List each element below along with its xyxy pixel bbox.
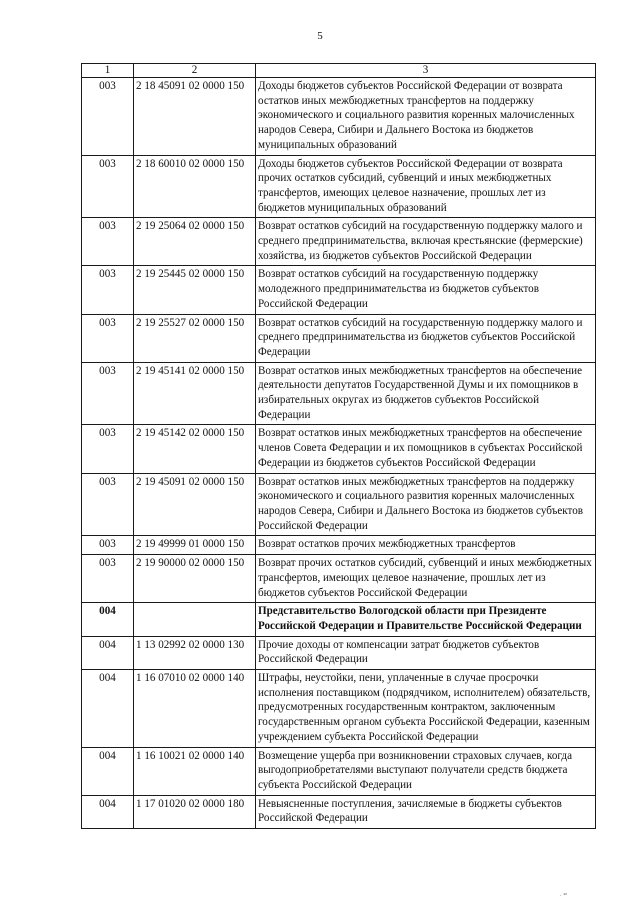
- admin-code-cell: 003: [82, 314, 134, 362]
- budget-code-cell: 2 19 25064 02 0000 150: [134, 218, 256, 266]
- classification-table: [81, 63, 596, 829]
- description-cell: Представительство Вологодской области при Президенте Российской Федерации и Правительстве Российской Федерации: [256, 603, 596, 636]
- budget-code-cell: [134, 603, 256, 636]
- page-number: 5: [317, 30, 323, 42]
- table-row: [82, 670, 596, 748]
- table-body: [82, 78, 596, 829]
- admin-code-cell: 004: [82, 795, 134, 828]
- description-cell: Возмещение ущерба при возникновении страховых случаев, когда выгодоприобретателями выступают получатели средств бюджета субъекта Российской Федерации: [256, 747, 596, 795]
- column-header-1: 1: [82, 64, 134, 78]
- footer-mark: · ¹ᴵᴵ: [560, 893, 568, 899]
- table-row: [82, 747, 596, 795]
- description-cell: Доходы бюджетов субъектов Российской Федерации от возврата прочих остатков субсидий, субвенций и иных межбюджетных трансфертов, имеющих целевое назначение, прошлых лет из бюджетов муниципальных образований: [256, 155, 596, 218]
- table-row: [82, 218, 596, 266]
- column-header-3: 3: [256, 64, 596, 78]
- budget-code-cell: 2 19 90000 02 0000 150: [134, 555, 256, 603]
- budget-code-cell: 2 19 45142 02 0000 150: [134, 425, 256, 473]
- description-cell: Возврат остатков иных межбюджетных трансфертов на обеспечение деятельности депутатов Государственной Думы и их помощников в избирательных округах из бюджетов субъектов Российской Федерации: [256, 362, 596, 425]
- budget-code-cell: 2 19 25445 02 0000 150: [134, 266, 256, 314]
- table-row: [82, 155, 596, 218]
- budget-code-cell: 1 16 10021 02 0000 140: [134, 747, 256, 795]
- admin-code-cell: 004: [82, 670, 134, 748]
- description-cell: Возврат остатков иных межбюджетных трансфертов на поддержку экономического и социального развития коренных малочисленных народов Севера, Сибири и Дальнего Востока из бюджетов субъектов Российской Федерации: [256, 473, 596, 536]
- admin-code-cell: 004: [82, 747, 134, 795]
- description-cell: Возврат прочих остатков субсидий, субвенций и иных межбюджетных трансфертов, имеющих целевое назначение, прошлых лет из бюджетов субъектов Российской Федерации: [256, 555, 596, 603]
- description-cell: Возврат остатков прочих межбюджетных трансфертов: [256, 536, 596, 555]
- table-row: [82, 795, 596, 828]
- admin-code-cell: 003: [82, 425, 134, 473]
- budget-code-cell: 1 17 01020 02 0000 180: [134, 795, 256, 828]
- description-cell: Возврат остатков субсидий на государственную поддержку малого и среднего предпринимательства, включая крестьянские (фермерские) хозяйства, из бюджетов субъектов Российской Федерации: [256, 218, 596, 266]
- admin-code-cell: 003: [82, 78, 134, 156]
- table-row: [82, 362, 596, 425]
- admin-code-cell: 003: [82, 362, 134, 425]
- budget-code-cell: 2 19 25527 02 0000 150: [134, 314, 256, 362]
- column-header-2: 2: [134, 64, 256, 78]
- section-heading-row: [82, 603, 596, 636]
- budget-code-cell: 2 18 60010 02 0000 150: [134, 155, 256, 218]
- admin-code-cell: 003: [82, 536, 134, 555]
- admin-code-cell: 004: [82, 636, 134, 669]
- table-row: [82, 536, 596, 555]
- admin-code-cell: 003: [82, 266, 134, 314]
- description-cell: Возврат остатков субсидий на государственную поддержку молодежного предпринимательства из бюджетов субъектов Российской Федерации: [256, 266, 596, 314]
- admin-code-cell: 003: [82, 218, 134, 266]
- budget-code-cell: 2 19 49999 01 0000 150: [134, 536, 256, 555]
- table-row: [82, 473, 596, 536]
- table-row: [82, 636, 596, 669]
- budget-code-cell: 2 18 45091 02 0000 150: [134, 78, 256, 156]
- description-cell: Возврат остатков иных межбюджетных трансфертов на обеспечение членов Совета Федерации и их помощников в субъектах Российской Федерации из бюджетов субъектов Российской Федерации: [256, 425, 596, 473]
- budget-code-cell: 1 13 02992 02 0000 130: [134, 636, 256, 669]
- table-row: [82, 425, 596, 473]
- table-row: [82, 314, 596, 362]
- admin-code-cell: 003: [82, 155, 134, 218]
- budget-code-cell: 2 19 45091 02 0000 150: [134, 473, 256, 536]
- description-cell: Возврат остатков субсидий на государственную поддержку малого и среднего предпринимательства из бюджетов субъектов Российской Федерации: [256, 314, 596, 362]
- admin-code-cell: 003: [82, 473, 134, 536]
- description-cell: Доходы бюджетов субъектов Российской Федерации от возврата остатков иных межбюджетных трансфертов на поддержку экономического и социального развития коренных малочисленных народов Севера, Сибири и Дальнего Востока из бюджетов муниципальных образований: [256, 78, 596, 156]
- admin-code-cell: 003: [82, 555, 134, 603]
- admin-code-cell: 004: [82, 603, 134, 636]
- budget-code-cell: 1 16 07010 02 0000 140: [134, 670, 256, 748]
- table-row: [82, 78, 596, 156]
- description-cell: Штрафы, неустойки, пени, уплаченные в случае просрочки исполнения поставщиком (подрядчиком, исполнителем) обязательств, предусмотренных государственным контрактом, заключенным государственным органом субъекта Российской Федерации, казенным учреждением субъекта Российской Федерации: [256, 670, 596, 748]
- description-cell: Невыясненные поступления, зачисляемые в бюджеты субъектов Российской Федерации: [256, 795, 596, 828]
- table-header-row: [82, 64, 596, 78]
- description-cell: Прочие доходы от компенсации затрат бюджетов субъектов Российской Федерации: [256, 636, 596, 669]
- table-row: [82, 555, 596, 603]
- budget-code-cell: 2 19 45141 02 0000 150: [134, 362, 256, 425]
- table-row: [82, 266, 596, 314]
